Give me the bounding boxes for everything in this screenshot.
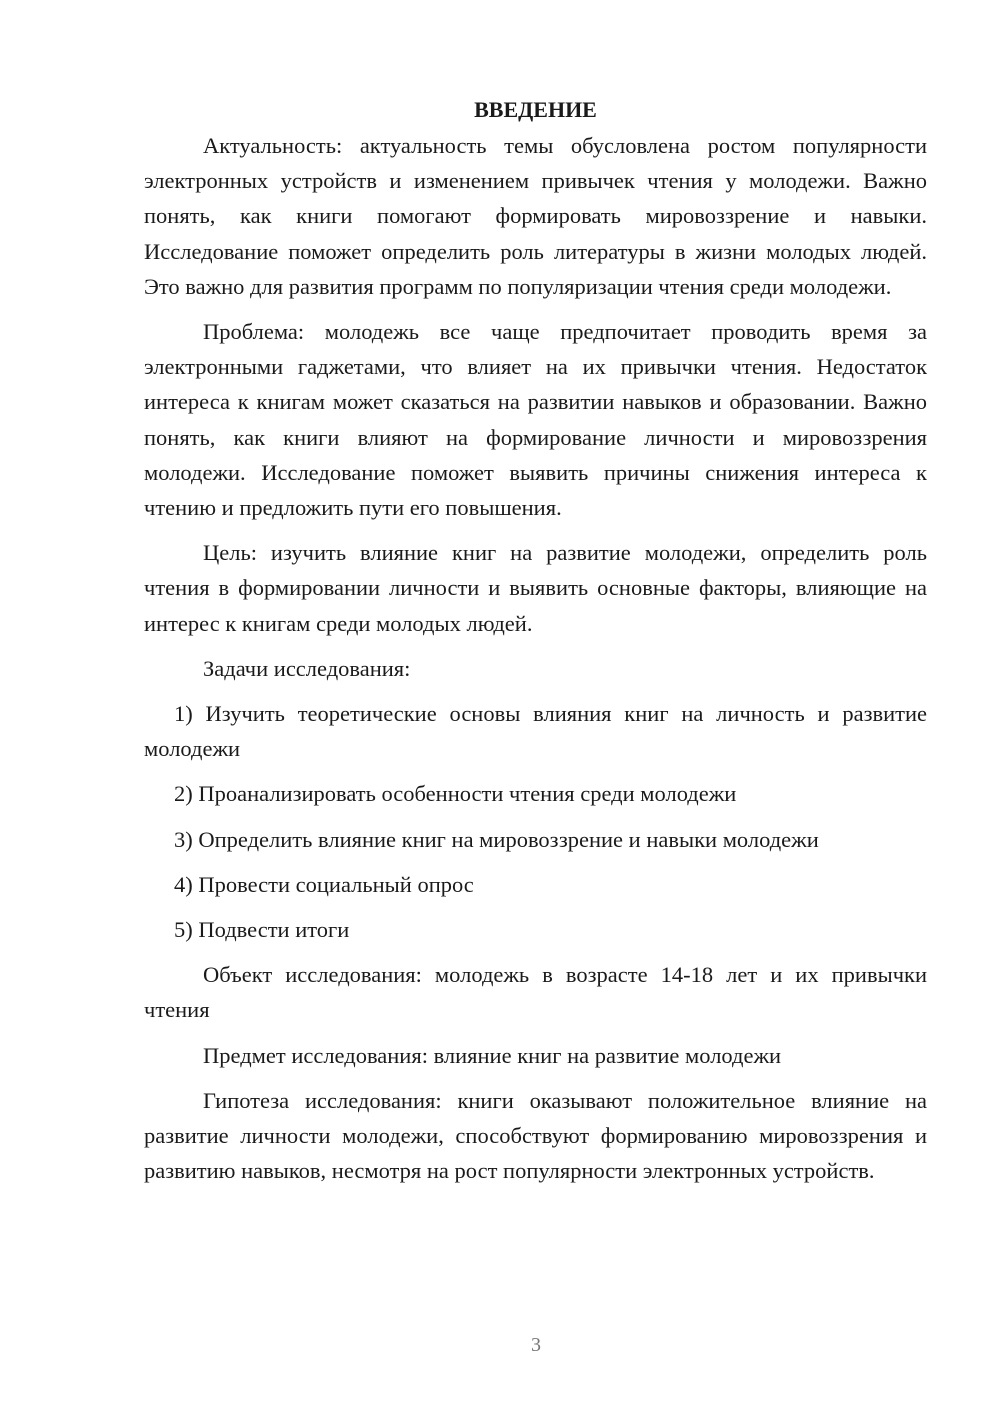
- list-item: 4) Провести социальный опрос: [174, 871, 474, 897]
- paragraph-hypothesis: Гипотеза исследования: книги оказывают положительное влияние на развитие личности молодежи, способствуют формированию мировоззрения и развитию навыков, несмотря на рост популярности электронных устройств.: [144, 1087, 927, 1184]
- list-item: 5) Подвести итоги: [174, 917, 350, 943]
- paragraph-problem: Проблема: молодежь все чаще предпочитает проводить время за электронными гаджетами, что влияет на их привычки чтения. Недостаток интереса к книгам может сказаться на развитии навыков и образовании. Важно понять, как книги влияют на формирование личности и мировоззрения молодежи. Исследование поможет выявить причины снижения интереса к чтению и предложить пути его повышения.: [144, 319, 927, 521]
- paragraph-relevance: Актуальность: актуальность темы обусловлена ростом популярности электронных устройств и изменением привычек чтения у молодежи. Важно понять, как книги помогают формировать мировоззрение и навыки. Исследование поможет определить роль литературы в жизни молодых людей. Это важно для развития программ по популяризации чтения среди молодежи.: [144, 133, 927, 299]
- list-item: 3) Определить влияние книг на мировоззрение и навыки молодежи: [174, 826, 819, 852]
- list-item: 2) Проанализировать особенности чтения среди молодежи: [174, 781, 737, 807]
- paragraph-object: Объект исследования: молодежь в возрасте 14-18 лет и их привычки чтения: [144, 962, 927, 1023]
- section-title: ВВЕДЕНИЕ: [474, 97, 597, 122]
- list-item: 1) Изучить теоретические основы влияния книг на личность и развитие молодежи: [144, 701, 927, 762]
- page-number: 3: [531, 1334, 541, 1356]
- paragraph-subject: Предмет исследования: влияние книг на развитие молодежи: [203, 1042, 782, 1068]
- tasks-list: [144, 696, 927, 947]
- document-page: [144, 92, 927, 1198]
- paragraph-goal: Цель: изучить влияние книг на развитие молодежи, определить роль чтения в формировании личности и выявить основные факторы, влияющие на интерес к книгам среди молодых людей.: [144, 540, 927, 636]
- tasks-heading: Задачи исследования:: [203, 655, 411, 681]
